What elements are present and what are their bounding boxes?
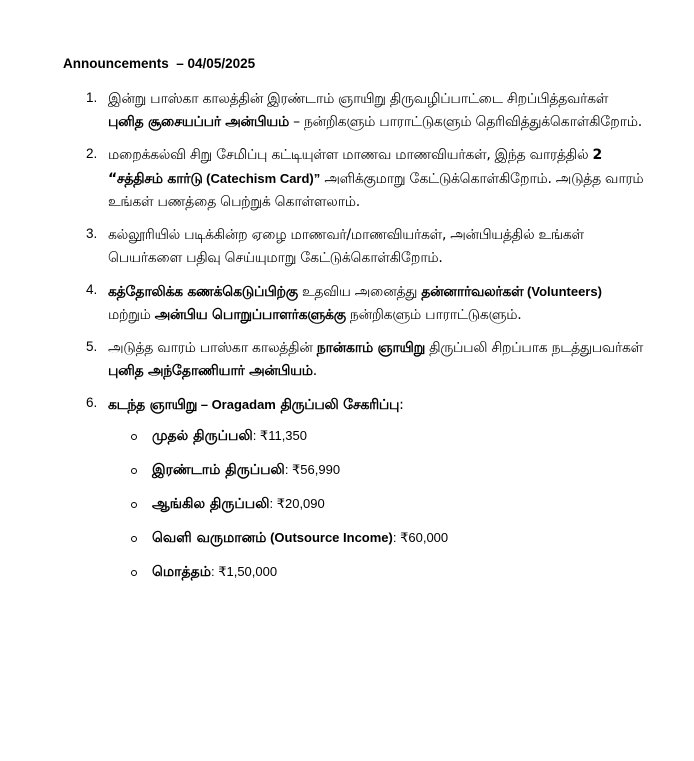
heading-date: – 04/05/2025 (176, 56, 256, 71)
announcement-item-4 (0, 280, 694, 327)
announcement-item-3 (0, 224, 694, 270)
card-name: 2 “சத்திசம் கார்டு (108, 147, 602, 187)
hollow-bullet-icon (131, 434, 137, 440)
text-span: : (399, 397, 404, 413)
collection-label: வெளி வருமானம் (152, 530, 267, 546)
text-span: மற்றும் (108, 307, 155, 323)
volunteers-english: (Volunteers) (523, 284, 602, 299)
announcements-heading (63, 56, 255, 71)
collection-list (108, 425, 644, 595)
collection-item (108, 425, 644, 459)
anbiyam-name: புனித அந்தோணியார் அன்பியம் (108, 363, 313, 379)
collection-label: மொத்தம் (152, 564, 211, 580)
announcement-text (108, 88, 644, 134)
announcement-item-5 (0, 337, 694, 383)
announcement-text (108, 337, 644, 383)
collection-item (108, 527, 644, 561)
item-number: 2. (86, 146, 98, 161)
text-span: அடுத்த வாரம் பாஸ்கா காலத்தின் (108, 340, 317, 356)
mass-collection: திருப்பலி சேகரிப்பு (275, 397, 400, 413)
collection-value: : ₹60,000 (392, 530, 449, 545)
hollow-bullet-icon (131, 570, 137, 576)
collection-label: முதல் திருப்பலி (152, 428, 253, 444)
announcement-item-6 (0, 393, 694, 595)
heading-label: Announcements (63, 56, 169, 71)
collection-value: : ₹11,350 (252, 428, 307, 443)
location-oragadam: – Oragadam (197, 397, 276, 412)
text-span: மறைக்கல்வி சிறு சேமிப்பு கட்டியுள்ள மாணவ மாணவியர்கள், இந்த வாரத்தில் (108, 147, 593, 163)
text-span: உதவிய அனைத்து (297, 284, 422, 300)
announcement-item-1 (0, 88, 694, 134)
collection-value: : ₹1,50,000 (210, 564, 278, 579)
text-span: . (312, 363, 317, 379)
last-sunday: கடந்த ஞாயிறு (108, 397, 198, 413)
card-name-english: (Catechism Card)” (202, 171, 321, 186)
anbiyam-name: புனித சூசையப்பர் அன்பியம் (108, 114, 289, 130)
announcement-text (108, 393, 644, 417)
anbiyam-coordinators: அன்பிய பொறுப்பாளர்களுக்கு (154, 307, 346, 323)
collection-item (108, 459, 644, 493)
text-span: கல்லூரியில் படிக்கின்ற ஏழை மாணவர்/மாணவியர்கள், அன்பியத்தில் உங்கள் பெயர்களை பதிவு செய்யுமாறு கேட்டுக்கொள்கிறோம். (108, 227, 584, 266)
collection-value: : ₹56,990 (284, 462, 341, 477)
text-span: நன்றிகளும் பாராட்டுகளும். (345, 307, 522, 323)
item-number: 3. (86, 226, 98, 241)
volunteers-label: தன்னார்வலர்கள் (421, 284, 524, 300)
announcement-text (108, 144, 644, 214)
text-span: – நன்றிகளும் பாராட்டுகளும் தெரிவித்துக்கொள்கிறோம். (288, 114, 642, 130)
announcement-text (108, 280, 644, 327)
collection-label: ஆங்கில திருப்பலி (152, 496, 270, 512)
announcement-item-2 (0, 144, 694, 214)
collection-item (108, 561, 644, 595)
item-number: 4. (86, 282, 98, 297)
text-span: இன்று பாஸ்கா காலத்தின் இரண்டாம் ஞாயிறு திருவழிப்பாட்டை சிறப்பித்தவர்கள் (108, 91, 609, 107)
text-span: திருப்பலி சிறப்பாக நடத்துபவர்கள் (425, 340, 644, 356)
announcement-text (108, 224, 644, 270)
item-number: 5. (86, 339, 98, 354)
collection-item (108, 493, 644, 527)
hollow-bullet-icon (131, 468, 137, 474)
collection-value: : ₹20,090 (269, 496, 325, 511)
item-number: 1. (86, 90, 98, 105)
survey-label: கத்தோலிக்க கணக்கெடுப்பிற்கு (108, 284, 298, 300)
fourth-sunday: நான்காம் ஞாயிறு (316, 340, 426, 356)
hollow-bullet-icon (131, 536, 137, 542)
text-span: அளிக்குமாறு கேட்டுக்கொள்கிறோம். அடுத்த வாரம் உங்கள் பணத்தை பெற்றுக் கொள்ளலாம். (108, 171, 644, 210)
hollow-bullet-icon (131, 502, 137, 508)
item-number: 6. (86, 395, 98, 410)
announcement-list (0, 88, 694, 605)
collection-label: இரண்டாம் திருப்பலி (152, 462, 285, 478)
collection-label-english: (Outsource Income) (266, 530, 393, 545)
